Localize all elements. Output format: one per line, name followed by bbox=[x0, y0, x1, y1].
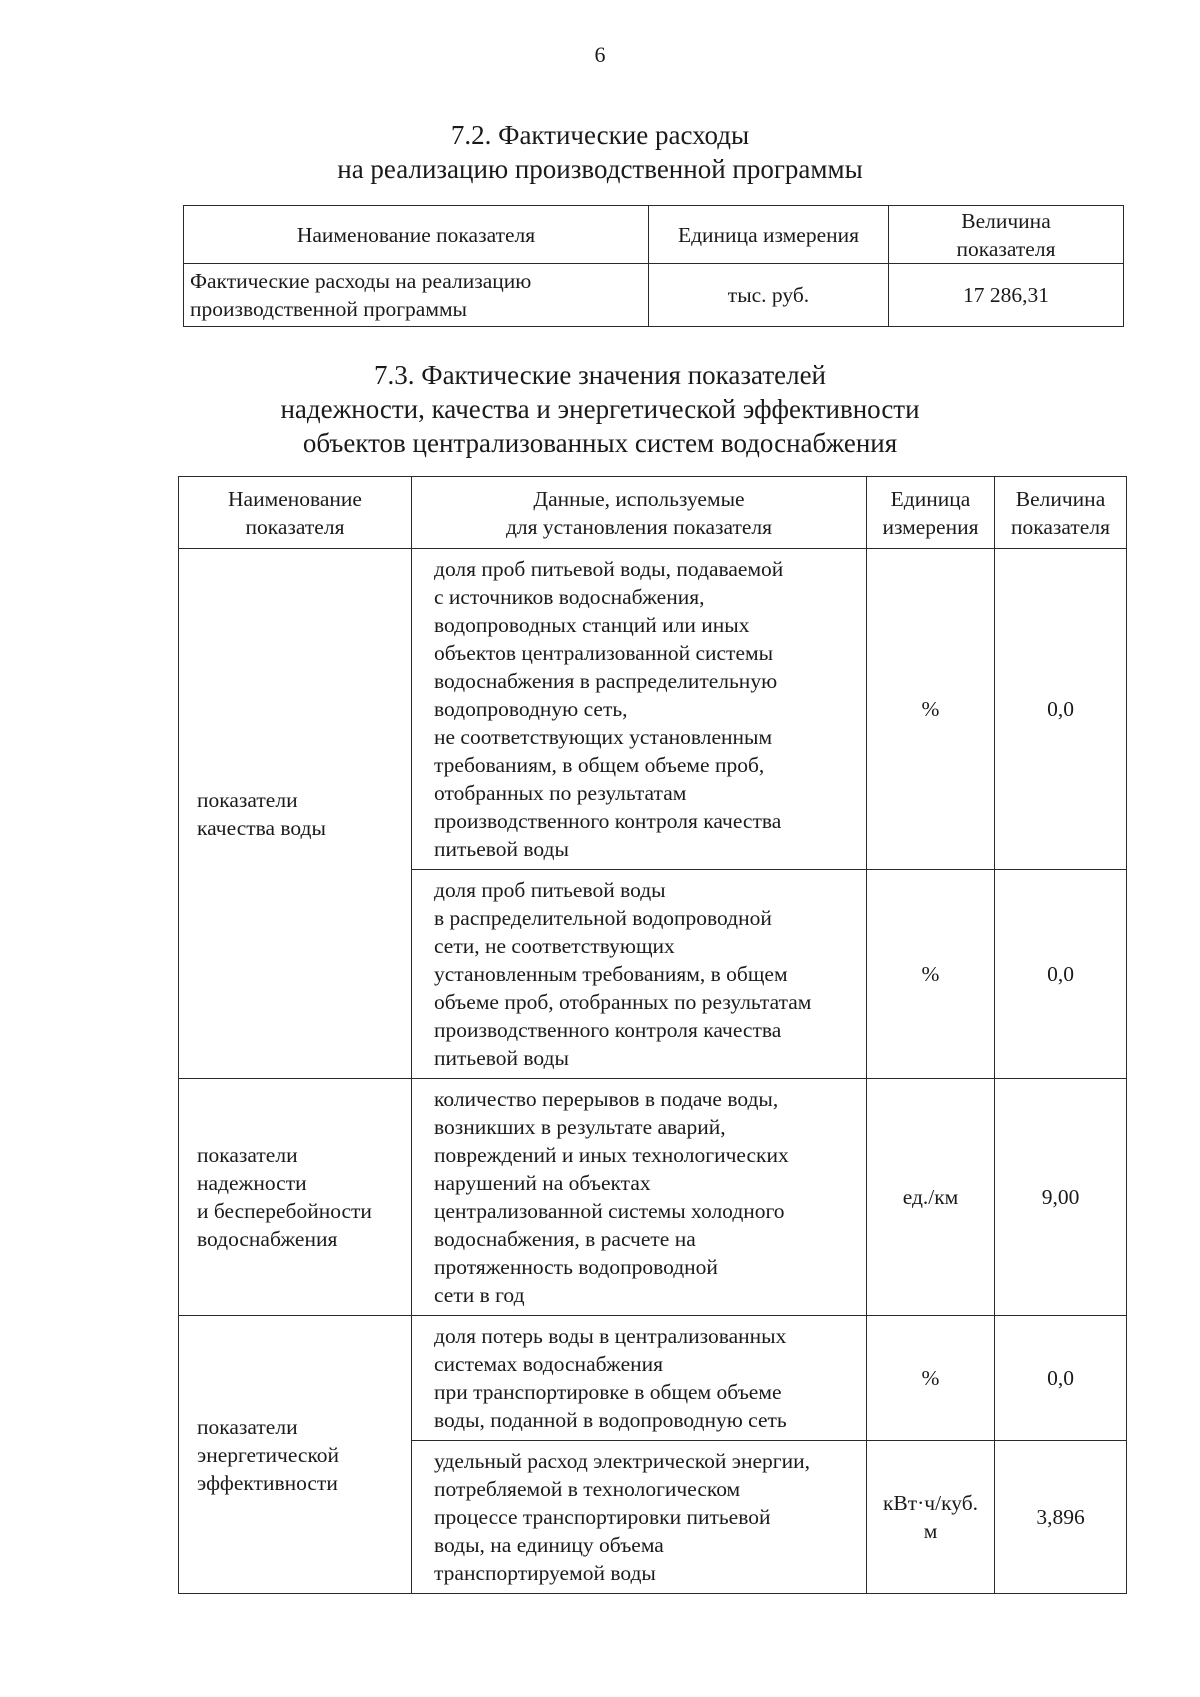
cell-line: Данные, используемые bbox=[533, 486, 745, 511]
indicator-description bbox=[412, 1079, 867, 1316]
cell-line: Наименование bbox=[228, 486, 362, 511]
cell-line: % bbox=[921, 697, 940, 721]
cell-line: показателя bbox=[1011, 514, 1110, 539]
title-line: объектов централизованных систем водоснабжения bbox=[302, 428, 898, 458]
cell-line: водоснабжения bbox=[197, 1227, 338, 1251]
cell-line: доля потерь воды в централизованных bbox=[434, 1324, 787, 1348]
cell-line: м bbox=[923, 1519, 938, 1543]
cell-line: надежности bbox=[197, 1171, 307, 1195]
header-name: Наименование показателя bbox=[184, 206, 649, 264]
title-line: на реализацию производственной программы bbox=[337, 154, 863, 184]
indicator-value: 0,0 bbox=[995, 549, 1127, 870]
indicator-description bbox=[412, 870, 867, 1079]
indicator-value: 0,0 bbox=[995, 1316, 1127, 1441]
cell-line: % bbox=[921, 962, 940, 986]
title-line: 7.2. Фактические расходы bbox=[450, 120, 750, 150]
table-row bbox=[179, 1079, 1127, 1316]
page-number: 6 bbox=[594, 42, 606, 67]
section-7-2-title bbox=[0, 118, 1200, 186]
cell-line: повреждений и иных технологических bbox=[434, 1143, 789, 1167]
cell-line: с источников водоснабжения, bbox=[434, 585, 705, 609]
cell-line: объектов централизованной системы bbox=[434, 641, 774, 665]
title-line: 7.3. Фактические значения показателей bbox=[373, 360, 827, 390]
indicator-value: 3,896 bbox=[995, 1441, 1127, 1594]
cell-line: транспортируемой воды bbox=[434, 1561, 656, 1585]
indicator-description bbox=[412, 549, 867, 870]
header-data bbox=[412, 477, 867, 549]
indicator-unit bbox=[867, 1441, 995, 1594]
indicator-unit bbox=[867, 870, 995, 1079]
cell-line: питьевой воды bbox=[434, 837, 569, 861]
cell-line: и бесперебойности bbox=[197, 1199, 372, 1223]
cell-line: сети в год bbox=[434, 1283, 525, 1307]
header-value bbox=[995, 477, 1127, 549]
cell-line: Единица bbox=[890, 486, 971, 511]
cell-line: установленным требованиям, в общем bbox=[434, 962, 788, 986]
indicator-group-name bbox=[179, 1079, 412, 1316]
cell-line: возникших в результате аварий, bbox=[434, 1115, 726, 1139]
cell-line: доля проб питьевой воды bbox=[434, 878, 666, 902]
cell-line: воды, на единицу объема bbox=[434, 1533, 664, 1557]
cell-line: для установления показателя bbox=[505, 514, 773, 539]
cell-line: показатели bbox=[197, 1143, 298, 1167]
indicator-unit bbox=[867, 1316, 995, 1441]
cell-line: процессе транспортировки питьевой bbox=[434, 1505, 771, 1529]
indicator-value: 9,00 bbox=[995, 1079, 1127, 1316]
cell-line: централизованной системы холодного bbox=[434, 1199, 785, 1223]
cell-line: водопроводную сеть, bbox=[434, 697, 628, 721]
cell-line: при транспортировке в общем объеме bbox=[434, 1380, 782, 1404]
section-7-3-title bbox=[0, 358, 1200, 460]
cell-line: водопроводных станций или иных bbox=[434, 613, 750, 637]
cell-line: качества воды bbox=[197, 815, 326, 840]
row-unit: тыс. руб. bbox=[649, 264, 889, 327]
cell-line: показателя bbox=[245, 514, 345, 539]
cell-line: воды, поданной в водопроводную сеть bbox=[434, 1408, 787, 1432]
cell-line: требованиям, в общем объеме проб, bbox=[434, 753, 765, 777]
cell-line: кВт·ч/куб. bbox=[882, 1491, 979, 1515]
indicator-description bbox=[412, 1316, 867, 1441]
row-name: Фактические расходы на реализацию производственной программы bbox=[184, 264, 649, 327]
cell-line: количество перерывов в подаче воды, bbox=[434, 1087, 779, 1111]
indicator-unit bbox=[867, 1079, 995, 1316]
table-row bbox=[179, 1316, 1127, 1441]
indicator-group-name bbox=[179, 549, 412, 1079]
cell-line: отобранных по результатам bbox=[434, 781, 687, 805]
cell-line: доля проб питьевой воды, подаваемой bbox=[434, 557, 784, 581]
table-header-row bbox=[179, 477, 1127, 549]
cell-line: производственного контроля качества bbox=[434, 809, 782, 833]
indicator-value: 0,0 bbox=[995, 870, 1127, 1079]
title-line: надежности, качества и энергетической эффективности bbox=[280, 394, 920, 424]
header-unit: Единица измерения bbox=[649, 206, 889, 264]
cell-line: удельный расход электрической энергии, bbox=[434, 1449, 811, 1473]
cell-line: показатели bbox=[197, 787, 298, 812]
cell-line: водоснабжения в распределительную bbox=[434, 669, 778, 693]
cell-line: потребляемой в технологическом bbox=[434, 1477, 741, 1501]
header-unit bbox=[867, 477, 995, 549]
indicators-table bbox=[178, 476, 1127, 1594]
cell-line: питьевой воды bbox=[434, 1046, 569, 1070]
table-header-row bbox=[184, 206, 1124, 264]
header-value: Величина показателя bbox=[889, 206, 1124, 264]
cell-line: в распределительной водопроводной bbox=[434, 906, 772, 930]
cell-line: производственного контроля качества bbox=[434, 1018, 782, 1042]
cell-line: объеме проб, отобранных по результатам bbox=[434, 990, 812, 1014]
cell-line: сети, не соответствующих bbox=[434, 934, 675, 958]
cell-line: % bbox=[921, 1366, 940, 1390]
cell-line: не соответствующих установленным bbox=[434, 725, 773, 749]
indicator-group-name bbox=[179, 1316, 412, 1594]
indicator-description bbox=[412, 1441, 867, 1594]
cell-line: протяженность водопроводной bbox=[434, 1255, 718, 1279]
indicator-unit bbox=[867, 549, 995, 870]
cell-line: Величина bbox=[1015, 486, 1106, 511]
table-row bbox=[184, 264, 1124, 327]
cell-line: показатели bbox=[197, 1414, 298, 1439]
cell-line: эффективности bbox=[197, 1470, 338, 1495]
cell-line: водоснабжения, в расчете на bbox=[434, 1227, 696, 1251]
expenses-table bbox=[183, 205, 1124, 327]
cell-line: системах водоснабжения bbox=[434, 1352, 664, 1376]
header-name bbox=[179, 477, 412, 549]
cell-line: энергетической bbox=[197, 1442, 340, 1467]
cell-line: измерения bbox=[882, 514, 979, 539]
cell-line: нарушений на объектах bbox=[434, 1171, 651, 1195]
cell-line: ед./км bbox=[902, 1185, 959, 1209]
row-value: 17 286,31 bbox=[889, 264, 1124, 327]
table-row bbox=[179, 549, 1127, 870]
